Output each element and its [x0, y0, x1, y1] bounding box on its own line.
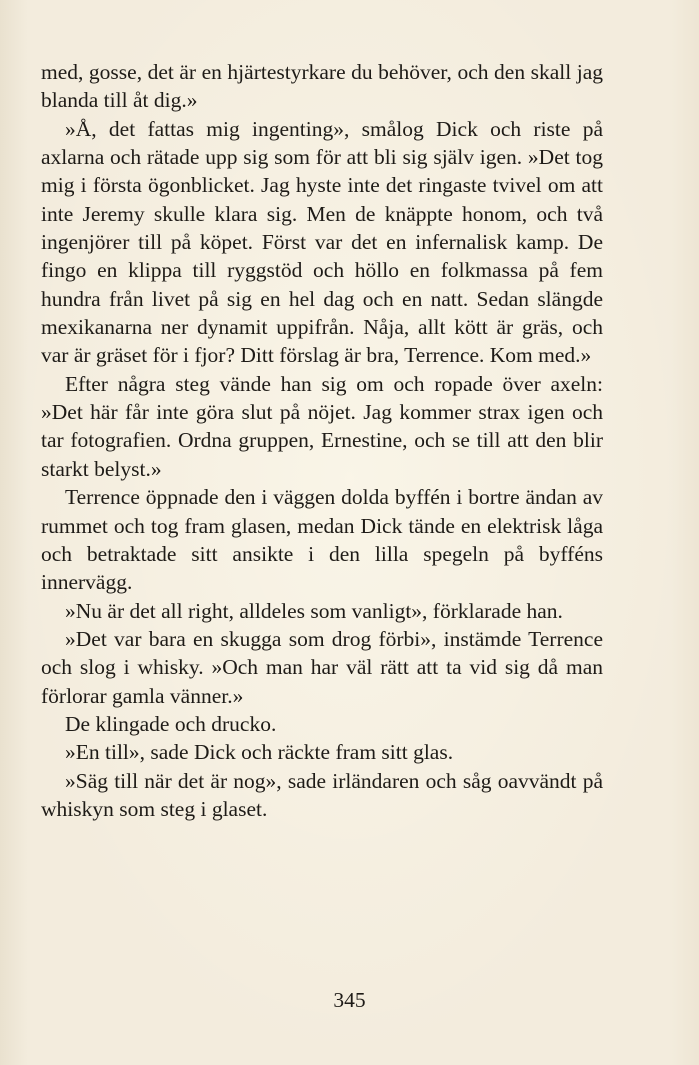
paragraph-9: »Säg till när det är nog», sade irländaren och såg oavvändt på whiskyn som steg i glaset. — [41, 768, 603, 821]
paragraph-3: Efter några steg vände han sig om och ropade över axeln: »Det här får inte göra slut på nöjet. Jag kommer strax igen och tar fotografien. Ordna gruppen, Ernestine, och se till att den blir starkt belyst.» — [41, 371, 603, 481]
body-text — [41, 58, 603, 823]
paragraph-2: »Å, det fattas mig ingenting», smålog Dick och riste på axlarna och rätade upp sig som för att bli sig själv igen. »Det tog mig i första ögonblicket. Jag hyste inte det ringaste tvivel om att inte Jeremy skulle klara sig. Men de knäppte honom, och två ingenjörer till på köpet. Först var det en infernalisk kamp. De fingo en klippa till ryggstöd och höllo en folkmassa på fem hundra från livet på sig en hel dag och en natt. Sedan slängde mexikanarna ner dynamit uppifrån. Nåja, allt kött är gräs, och var är gräset för i fjor? Ditt förslag är bra, Terrence. Kom med.» — [41, 116, 603, 368]
paragraph-1: med, gosse, det är en hjärtestyrkare du behöver, och den skall jag blanda till åt dig.» — [41, 60, 603, 113]
paragraph-7: De klingade och drucko. — [65, 711, 277, 736]
paragraph-5: »Nu är det all right, alldeles som vanligt», förklarade han. — [65, 598, 563, 623]
paragraph-8: »En till», sade Dick och räckte fram sitt glas. — [65, 740, 454, 765]
paragraph-4: Terrence öppnade den i väggen dolda byffén i bortre ändan av rummet och tog fram glasen, medan Dick tände en elektrisk låga och betraktade sitt ansikte i den lilla spegeln på byfféns innervägg. — [41, 485, 603, 595]
page-number: 345 — [333, 988, 366, 1012]
paragraph-6: »Det var bara en skugga som drog förbi», instämde Terrence och slog i whisky. »Och man har väl rätt att ta vid sig då man förlorar gamla vänner.» — [41, 626, 603, 708]
